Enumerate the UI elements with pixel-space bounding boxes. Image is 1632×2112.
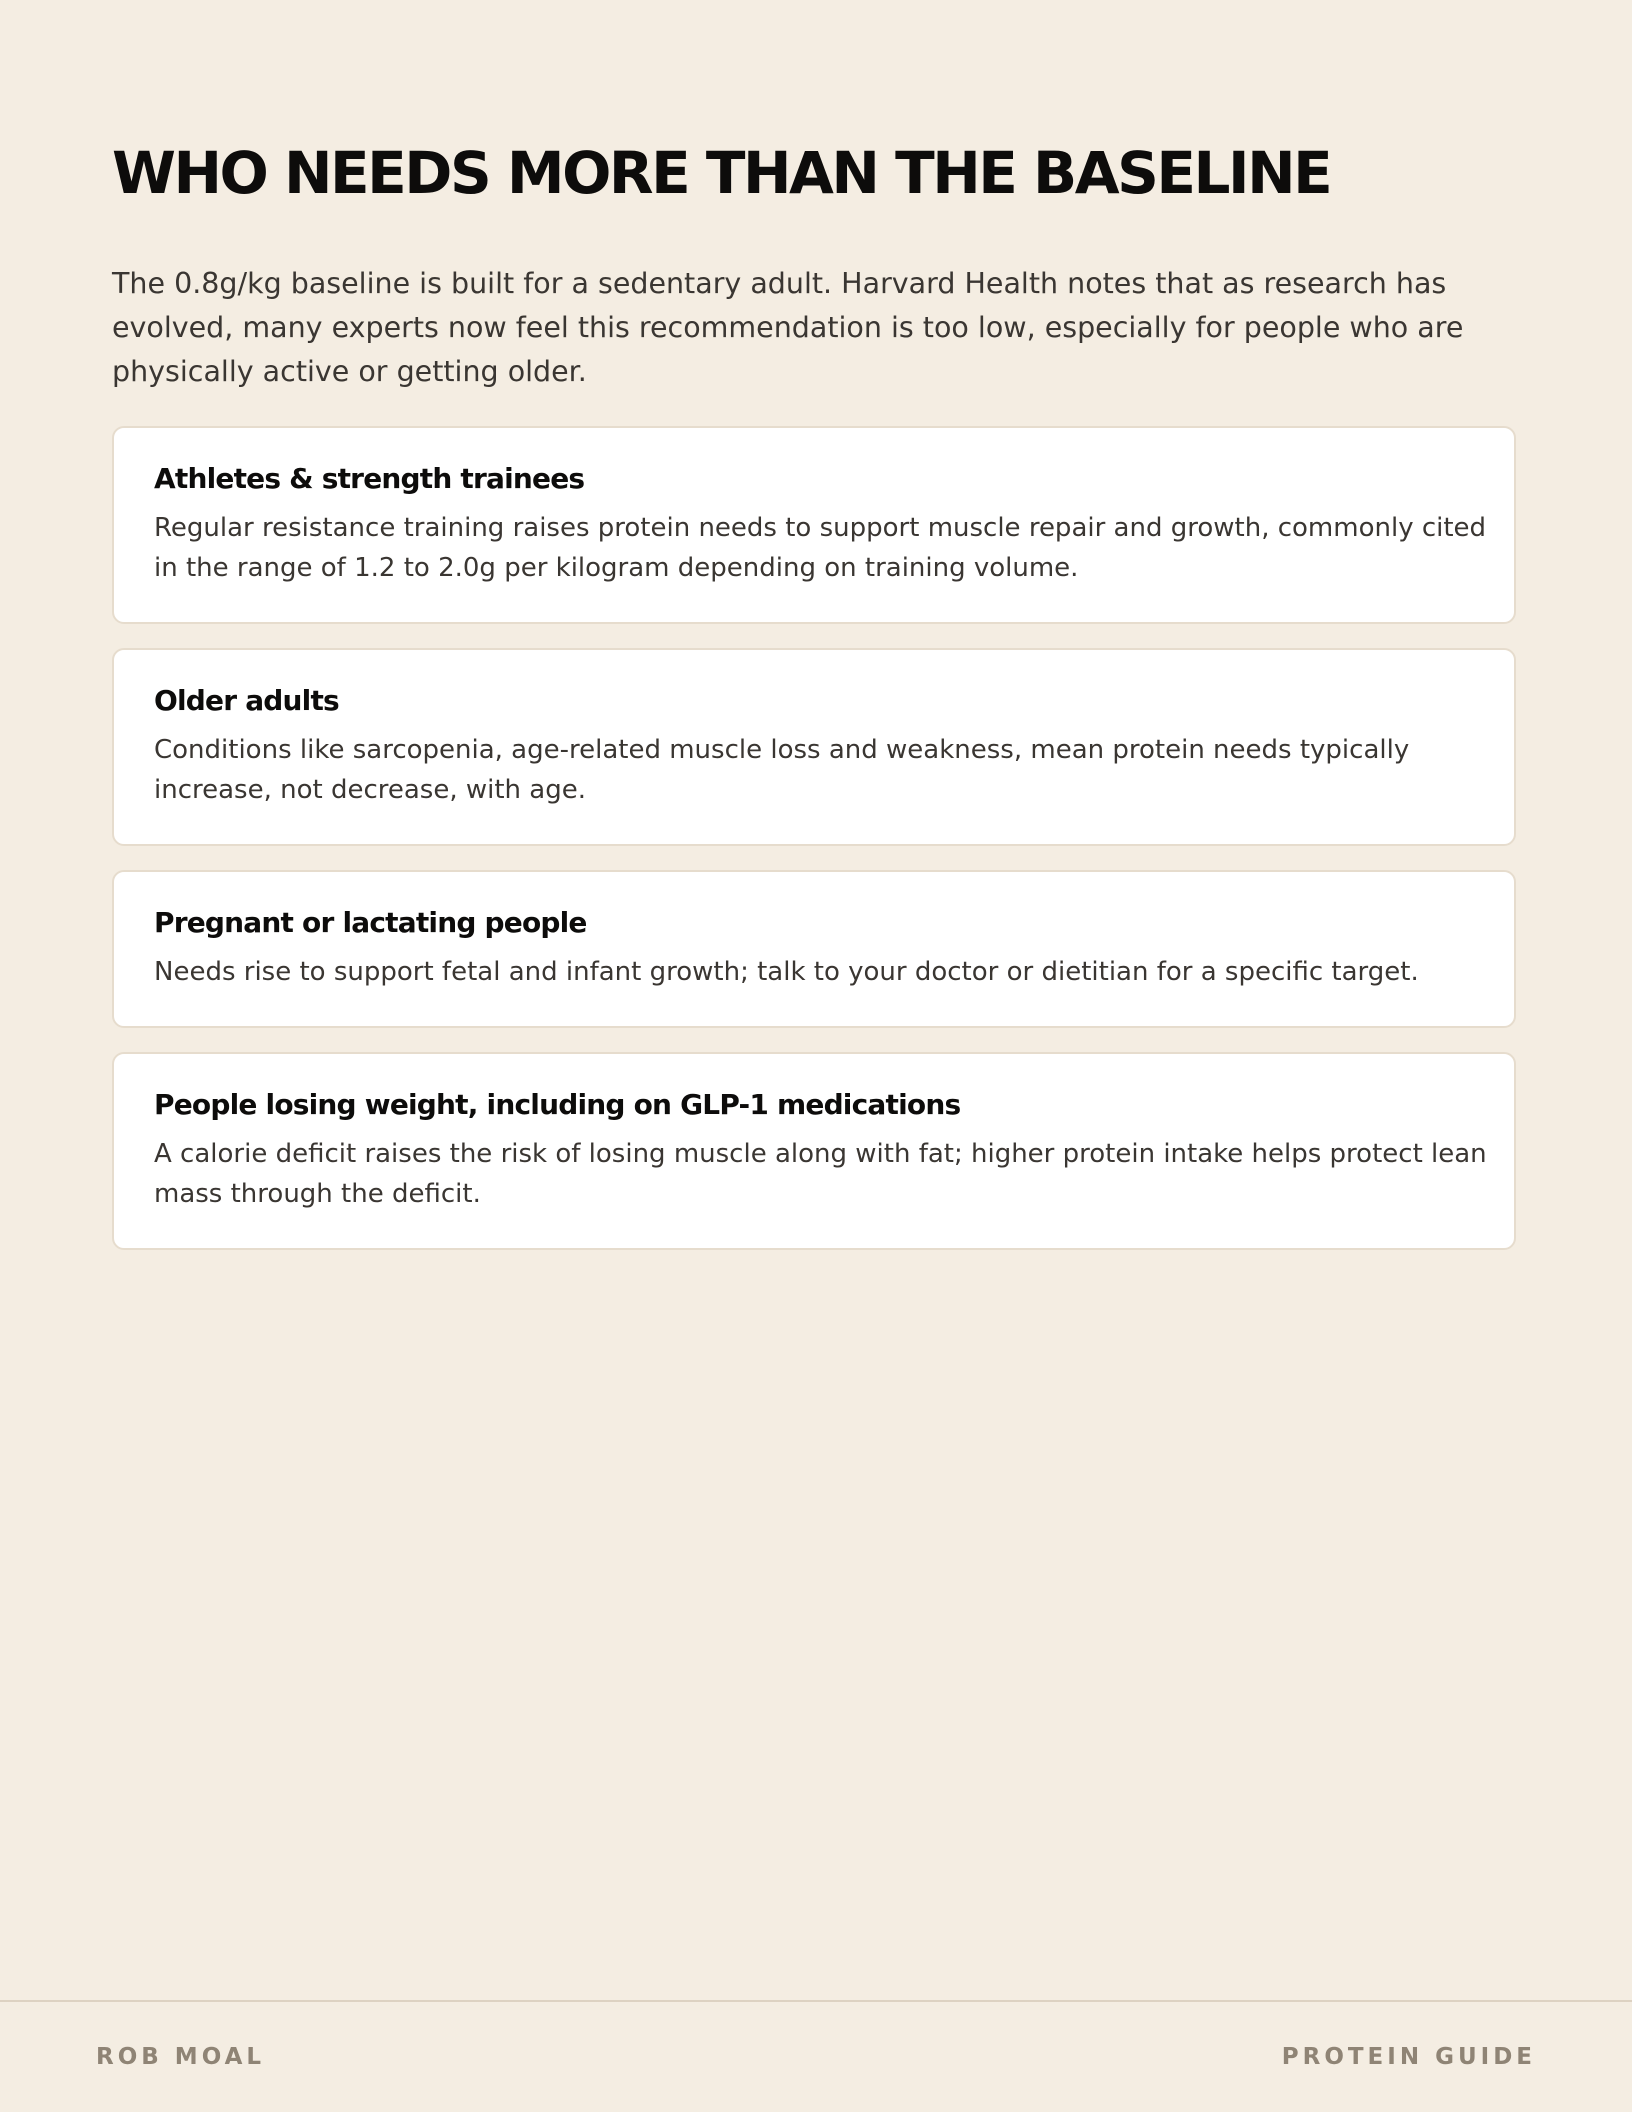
info-card-older-adults	[112, 648, 1516, 846]
card-title: People losing weight, including on GLP-1 medications	[154, 1088, 961, 1121]
card-body: A calorie deficit raises the risk of losing muscle along with fat; higher protein intake helps protect lean mass through the deficit.	[154, 1139, 1487, 1209]
card-title: Older adults	[154, 684, 339, 717]
info-card-pregnant	[112, 870, 1516, 1028]
footer-author: ROB MOAL	[96, 2044, 266, 2070]
card-body: Regular resistance training raises protein needs to support muscle repair and growth, commonly cited in the range of 1.2 to 2.0g per kilogram depending on training volume.	[154, 513, 1487, 583]
intro-paragraph: The 0.8g/kg baseline is built for a sedentary adult. Harvard Health notes that as research has evolved, many experts now feel this recommendation is too low, especially for people who are physically active or getting older.	[112, 267, 1464, 388]
card-body: Conditions like sarcopenia, age-related muscle loss and weakness, mean protein needs typically increase, not decrease, with age.	[154, 735, 1410, 805]
info-card-weight-loss	[112, 1052, 1516, 1250]
page-title: WHO NEEDS MORE THAN THE BASELINE	[112, 139, 1331, 207]
card-title: Pregnant or lactating people	[154, 906, 587, 939]
info-card-athletes	[112, 426, 1516, 624]
footer-doc-title: PROTEIN GUIDE	[1281, 2044, 1536, 2070]
card-title: Athletes & strength trainees	[154, 462, 585, 495]
page-footer	[0, 2000, 1632, 2112]
card-body: Needs rise to support fetal and infant growth; talk to your doctor or dietitian for a specific target.	[154, 957, 1419, 987]
